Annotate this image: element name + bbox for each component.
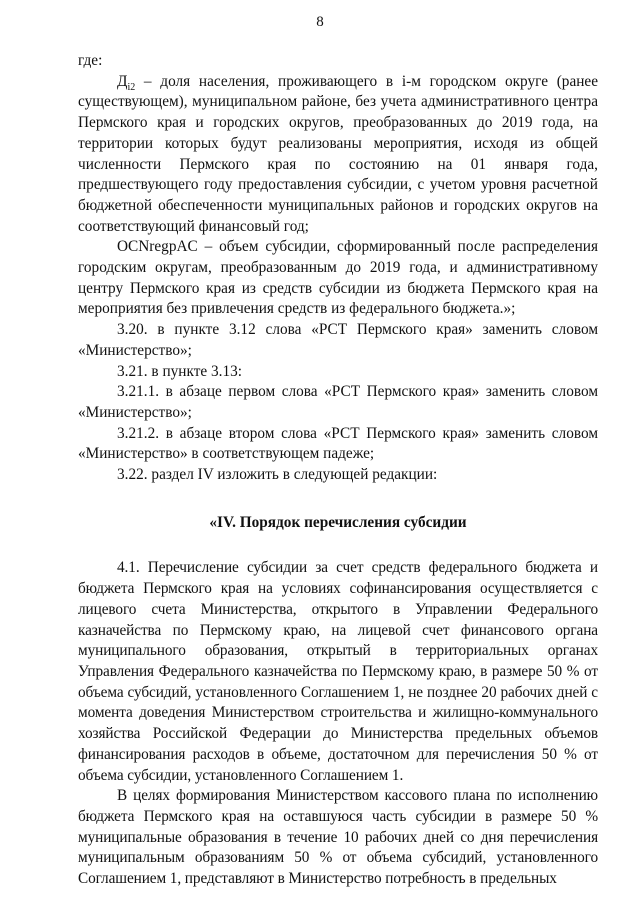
page-number: 8	[316, 14, 324, 30]
paragraph-3-21-2: 3.21.2. в абзаце втором слова «РСТ Пермского края» заменить словом «Министерство» в соответствующем падеже;	[78, 424, 598, 463]
d-subscript: i2	[127, 81, 136, 93]
paragraph-d-definition	[78, 72, 598, 238]
paragraph-3-20: 3.20. в пункте 3.12 слова «РСТ Пермского края» заменить словом «Министерство»;	[78, 321, 598, 359]
paragraph-4-1: 4.1. Перечисление субсидии за счет средств федерального бюджета и бюджета Пермского края на условиях софинансирования осуществляется с лицевого счета Министерства, открытого в Управлении Федерального казначейства по Пермскому краю, на лицевой счет финансового органа муниципального образования, открытый в территориальных органах Управления Федерального казначейства по Пермскому краю, в размере 50 % от объема субсидий, установленного Соглашением 1, не позднее 20 рабочих дней с момента доведения Министерством строительства и жилищно-коммунального хозяйства Российской Федерации до Министерства предельных объемов финансирования расходов в объеме, достаточном для перечисления 50 % от объема субсидии, установленного Соглашением 1.	[78, 559, 598, 784]
document-body	[78, 51, 598, 890]
paragraph-cash-plan: В целях формирования Министерством кассового плана по исполнению бюджета Пермского края на оставшуюся часть субсидии в размере 50 % муниципальные образования в течение 10 рабочих дней со дня перечисления муниципальным образованиям 50 % от объема субсидий, установленного Соглашением 1, представляют в Министерство потребность в предельных	[78, 787, 598, 888]
d-definition-text: – доля населения, проживающего в i-м городском округе (ранее существующем), муниципальном районе, без учета административного центра Пермского края и городских округов, преобразованных до 2019 года, на территории которых будут реализованы мероприятия, исходя из общей численности Пермского края по состоянию на 01 января года, предшествующего году предоставления субсидии, с учетом уровня расчетной бюджетной обеспеченности муниципальных районов и городских округов на соответствующий финансовый год;	[78, 72, 598, 235]
paragraph-ocn-definition: OCNregpAC – объем субсидии, сформированный после распределения городским округам, преобразованным до 2019 года, и административному центру Пермского края из средств субсидии из бюджета Пермского края на мероприятия без привлечения средств из федерального бюджета.»;	[78, 238, 598, 318]
section-heading: «IV. Порядок перечисления субсидии	[209, 513, 467, 531]
paragraph-3-22: 3.22. раздел IV изложить в следующей редакции:	[117, 466, 438, 484]
d-symbol: Д	[117, 72, 128, 90]
paragraph-where: где:	[78, 52, 103, 69]
paragraph-3-21-1: 3.21.1. в абзаце первом слова «РСТ Пермского края» заменить словом «Министерство»;	[78, 383, 598, 421]
paragraph-3-21: 3.21. в пункте 3.13:	[117, 362, 243, 380]
